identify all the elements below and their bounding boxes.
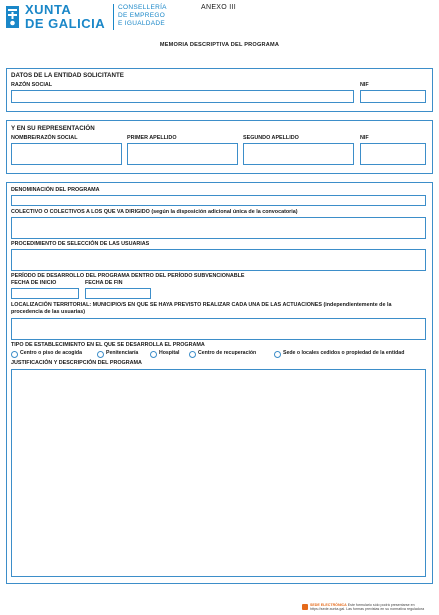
representation-section — [6, 120, 433, 174]
document-title: MEMORIA DESCRIPTIVA DEL PROGRAMA — [159, 42, 280, 48]
denominacion-input[interactable] — [11, 195, 426, 206]
logo-divider — [113, 4, 114, 30]
localizacion-input[interactable] — [11, 318, 426, 340]
justificacion-textarea[interactable] — [11, 369, 426, 577]
radio-label-hospital: Hospital — [159, 350, 180, 356]
footer-note — [310, 603, 438, 611]
fecha-inicio-input[interactable] — [11, 288, 79, 299]
representative-nif-input[interactable] — [360, 143, 426, 165]
footer-text: Este formulario sólo podrá presentarse en https://sede.xunta.gal. Las formas previstas en su normativa reguladora — [310, 603, 425, 612]
nombre-label: NOMBRE/RAZÓN SOCIAL — [11, 135, 78, 141]
entity-nif-input[interactable] — [360, 90, 426, 103]
logo-galicia: DE GALICIA — [25, 16, 106, 31]
radio-label-centro-acogida: Centro o piso de acogida — [20, 350, 82, 356]
segundo-apellido-input[interactable] — [243, 143, 354, 165]
radio-centro-acogida[interactable] — [11, 351, 18, 358]
conselleria-line-2: DE EMPREGO — [118, 12, 166, 19]
razon-social-input[interactable] — [11, 90, 354, 103]
radio-sede-locales[interactable] — [274, 351, 281, 358]
nombre-input[interactable] — [11, 143, 122, 165]
fecha-fin-label: FECHA DE FIN — [85, 280, 123, 286]
radio-label-penitenciaria: Penitenciaría — [106, 350, 139, 356]
radio-centro-recuperacion[interactable] — [189, 351, 196, 358]
entity-section — [6, 68, 433, 112]
radio-label-centro-recuperacion: Centro de recuperación — [198, 350, 257, 356]
footer-brand: SEDE ELECTRÓNICA — [310, 603, 347, 607]
radio-penitenciaria[interactable] — [97, 351, 104, 358]
justificacion-label: JUSTIFICACIÓN Y DESCRIPCIÓN DEL PROGRAMA — [11, 360, 142, 366]
entity-section-title: DATOS DE LA ENTIDAD SOLICITANTE — [11, 72, 124, 79]
colectivo-input[interactable] — [11, 217, 426, 239]
fecha-fin-input[interactable] — [85, 288, 151, 299]
logo-xunta: XUNTA — [25, 2, 72, 17]
primer-apellido-input[interactable] — [127, 143, 238, 165]
tipo-establecimiento-label: TIPO DE ESTABLECIMIENTO EN EL QUE SE DESARROLLA EL PROGRAMA — [11, 342, 205, 348]
denominacion-label: DENOMINACIÓN DEL PROGRAMA — [11, 187, 100, 193]
fecha-inicio-label: FECHA DE INICIO — [11, 280, 57, 286]
localizacion-label-line-2: procedencia de las usuarias) — [11, 309, 86, 315]
representation-section-title: Y EN SU REPRESENTACIÓN — [11, 125, 95, 132]
primer-apellido-label: PRIMER APELLIDO — [127, 135, 177, 141]
xunta-shield-icon — [6, 6, 19, 28]
radio-hospital[interactable] — [150, 351, 157, 358]
radio-label-sede-locales: Sede o locales cedidos o propiedad de la entidad — [283, 350, 405, 356]
razon-social-label: RAZÓN SOCIAL — [11, 82, 53, 88]
procedimiento-label: PROCEDIMIENTO DE SELECCIÓN DE LAS USUARIAS — [11, 241, 150, 247]
segundo-apellido-label: SEGUNDO APELLIDO — [243, 135, 299, 141]
annex-label: ANEXO III — [201, 4, 236, 11]
entity-nif-label: NIF — [360, 82, 369, 88]
colectivo-label: COLECTIVO O COLECTIVOS A LOS QUE VA DIRIGIDO (según la disposición adicional única de la convocatoria) — [11, 209, 298, 215]
conselleria-line-1: CONSELLERÍA — [118, 4, 167, 11]
procedimiento-input[interactable] — [11, 249, 426, 271]
localizacion-label-line-1: LOCALIZACIÓN TERRITORIAL: MUNICIPIO/S EN QUE SE HAYA PREVISTO REALIZAR CADA UNA DE LAS ACTUACIONES (independientemente de la — [11, 302, 392, 308]
periodo-label: PERÍODO DE DESARROLLO DEL PROGRAMA DENTRO DEL PERÍODO SUBVENCIONABLE — [11, 273, 245, 279]
conselleria-line-3: E IGUALDADE — [118, 20, 166, 27]
program-section — [6, 182, 433, 584]
sede-electronica-icon — [302, 604, 308, 610]
representative-nif-label: NIF — [360, 135, 369, 141]
